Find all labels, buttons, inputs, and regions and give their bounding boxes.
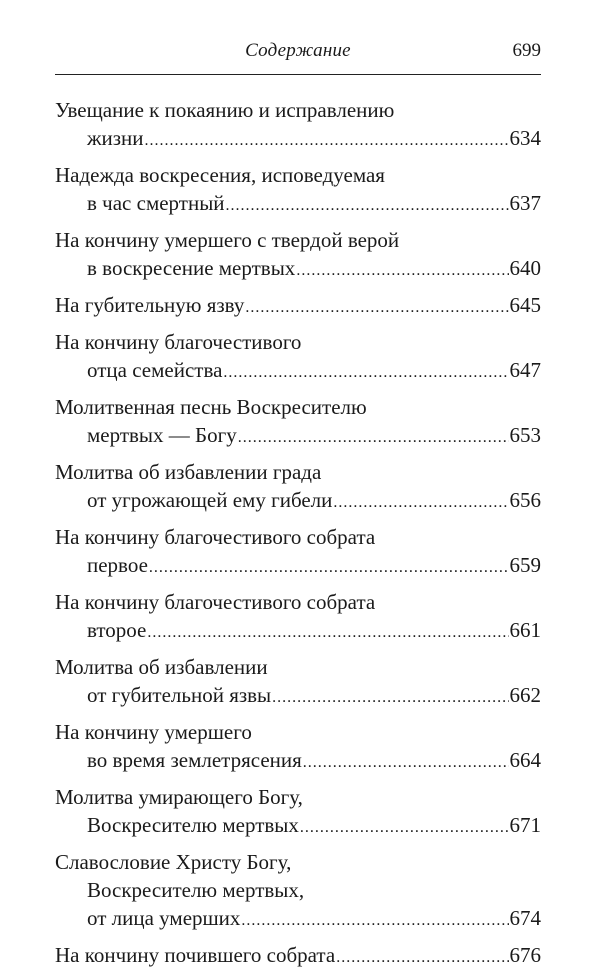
toc-entry[interactable] xyxy=(55,588,541,647)
toc-entry-title: жизни xyxy=(87,126,144,150)
toc-page-number: 640 xyxy=(509,256,541,280)
toc-page-number: 671 xyxy=(509,813,541,837)
dot-leader xyxy=(245,294,508,322)
dot-leader xyxy=(241,907,508,935)
toc-entry-title: На кончину умершего xyxy=(55,720,252,744)
toc-entry-title: Молитва умирающего Богу, xyxy=(55,785,303,809)
toc-page-number: 647 xyxy=(509,358,541,382)
toc-entry[interactable] xyxy=(55,328,541,387)
toc-page-number: 662 xyxy=(509,683,541,707)
toc-page-number: 676 xyxy=(509,943,541,967)
toc-entry-title: Воскресителю мертвых, xyxy=(87,878,305,902)
toc-entry-title: от лица умерших xyxy=(87,906,241,930)
toc-entry-title: в час смертный xyxy=(87,191,225,215)
toc-entry-title: в воскресение мертвых xyxy=(87,256,296,280)
toc-page-number: 661 xyxy=(509,618,541,642)
toc-entry-title: Молитва об избавлении xyxy=(55,655,268,679)
dot-leader xyxy=(300,814,509,842)
toc-entry[interactable] xyxy=(55,96,541,155)
toc-page-number: 634 xyxy=(509,126,541,150)
toc-entry-title: На кончину умершего с твердой верой xyxy=(55,228,400,252)
dot-leader xyxy=(223,359,508,387)
dot-leader xyxy=(272,684,508,712)
header-title: Содержание xyxy=(245,40,351,61)
toc-entry-title: первое xyxy=(87,553,148,577)
toc-entry-title: во время землетрясения xyxy=(87,748,302,772)
toc-entry[interactable] xyxy=(55,393,541,452)
toc-entry[interactable] xyxy=(55,653,541,712)
toc-page-number: 645 xyxy=(509,293,541,317)
toc-entry-title: отца семейства xyxy=(87,358,223,382)
dot-leader xyxy=(145,127,509,155)
toc-page-number: 659 xyxy=(509,553,541,577)
toc-entry-title: На кончину почившего собрата xyxy=(55,943,336,967)
toc-entry[interactable] xyxy=(55,941,541,972)
toc-entry-title: Молитва об избавлении града xyxy=(55,460,322,484)
dot-leader xyxy=(303,749,509,777)
toc-entry-title: На кончину благочестивого xyxy=(55,330,302,354)
dot-leader xyxy=(149,554,509,582)
toc-page-number: 674 xyxy=(509,906,541,930)
dot-leader xyxy=(333,489,508,517)
toc-entry-title: На кончину благочестивого собрата xyxy=(55,525,376,549)
toc-entry-title: Увещание к покаянию и исправлению xyxy=(55,98,395,122)
toc-entry[interactable] xyxy=(55,523,541,582)
table-of-contents xyxy=(55,96,541,978)
toc-page-number: 664 xyxy=(509,748,541,772)
toc-entry-title: второе xyxy=(87,618,147,642)
dot-leader xyxy=(226,192,509,220)
toc-entry[interactable] xyxy=(55,291,541,322)
running-header xyxy=(55,40,541,80)
toc-entry-title: Молитвенная песнь Воскресителю xyxy=(55,395,367,419)
toc-entry[interactable] xyxy=(55,848,541,935)
dot-leader xyxy=(296,257,508,285)
dot-leader xyxy=(336,944,508,972)
toc-entry-title: Воскресителю мертвых xyxy=(87,813,299,837)
toc-entry[interactable] xyxy=(55,161,541,220)
toc-entry[interactable] xyxy=(55,226,541,285)
toc-entry-title: от губительной язвы xyxy=(87,683,272,707)
toc-page-number: 656 xyxy=(509,488,541,512)
toc-entry-title: мертвых — Богу xyxy=(87,423,237,447)
toc-page-number: 653 xyxy=(509,423,541,447)
toc-entry[interactable] xyxy=(55,458,541,517)
header-rule xyxy=(55,74,541,75)
toc-entry-title: Надежда воскресения, исповедуемая xyxy=(55,163,385,187)
header-page-number: 699 xyxy=(512,40,541,61)
toc-entry-title: На губительную язву xyxy=(55,293,245,317)
toc-entry[interactable] xyxy=(55,718,541,777)
toc-entry-title: На кончину благочестивого собрата xyxy=(55,590,376,614)
toc-entry-title: Славословие Христу Богу, xyxy=(55,850,292,874)
toc-page-number: 637 xyxy=(509,191,541,215)
dot-leader xyxy=(147,619,508,647)
toc-entry[interactable] xyxy=(55,783,541,842)
dot-leader xyxy=(238,424,509,452)
toc-entry-title: от угрожающей ему гибели xyxy=(87,488,333,512)
